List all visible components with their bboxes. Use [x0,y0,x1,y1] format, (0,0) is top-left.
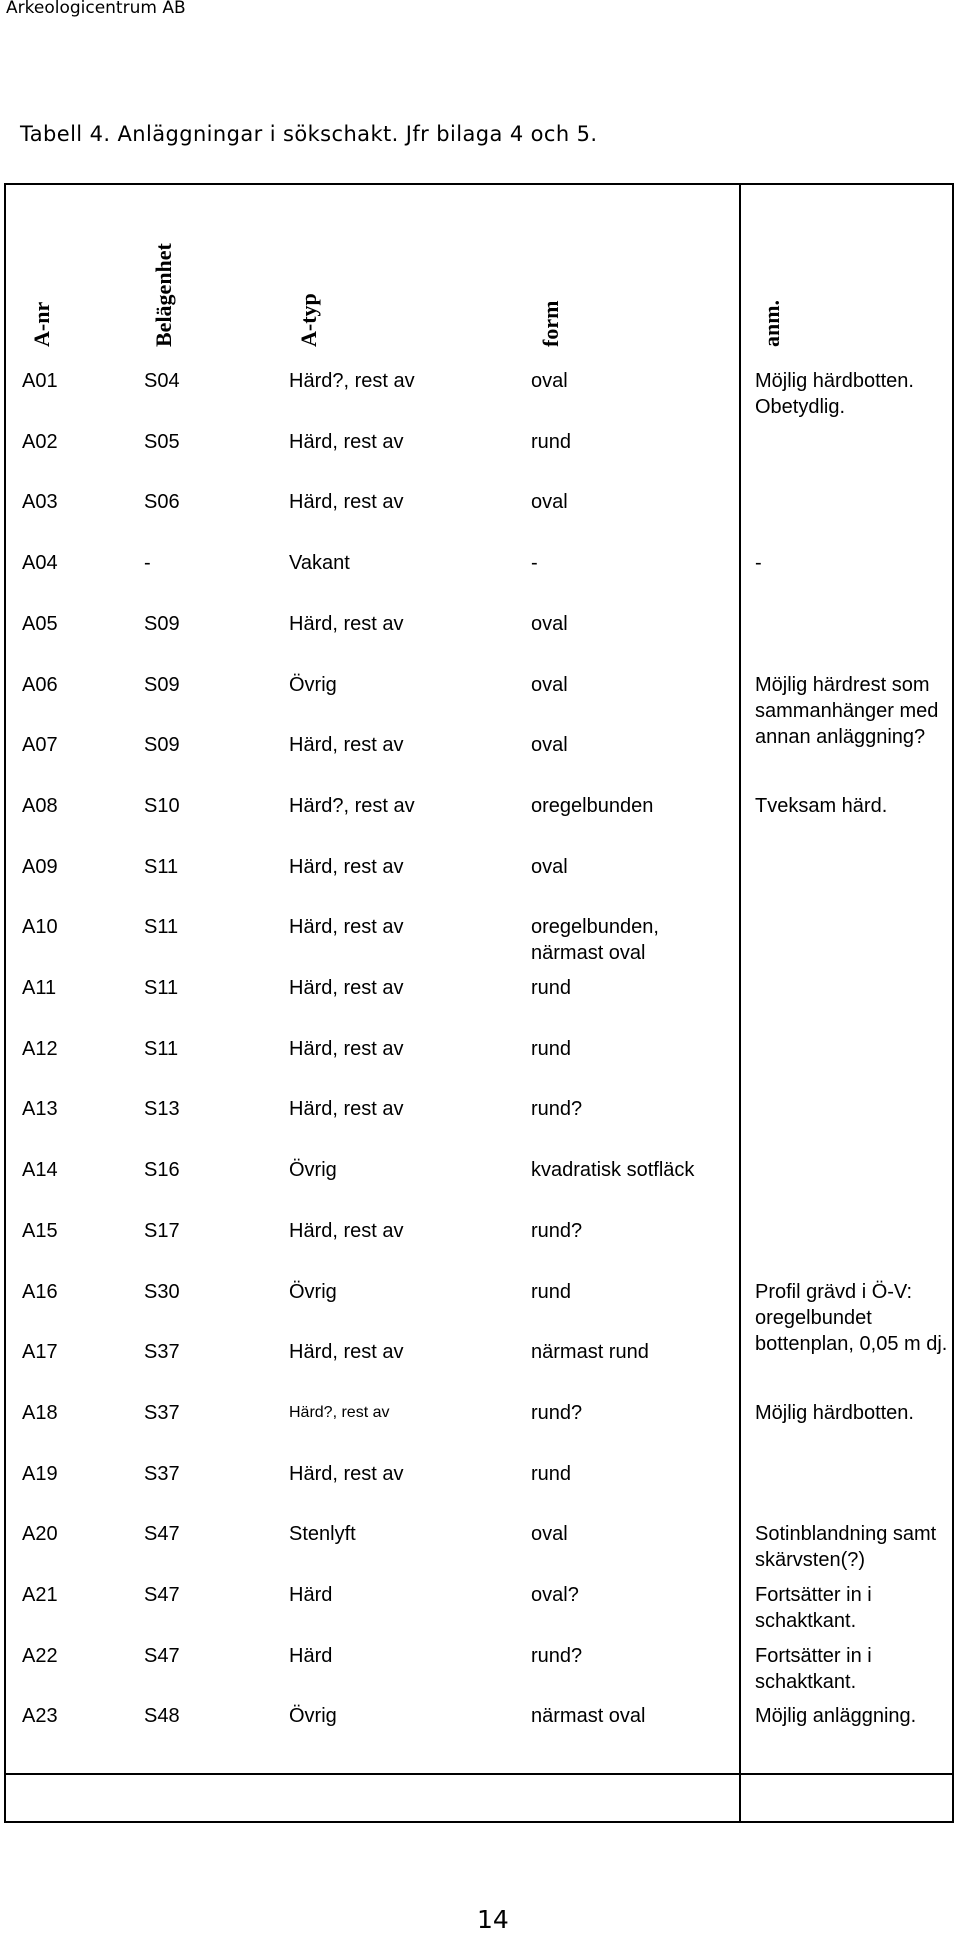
cell-form: oval [531,612,568,635]
header-form: form [538,300,563,347]
table-row [6,732,952,792]
cell-a-nr: A04 [22,552,58,575]
anlaggningar-table [4,183,954,1823]
table-row [6,1036,952,1096]
table-row [6,489,952,549]
cell-a-typ: Härd [289,1644,333,1667]
table-bottom-rule [4,1773,954,1775]
table-row [6,1461,952,1521]
cell-form: rund [531,1280,572,1303]
cell-form: oregelbunden [531,794,654,817]
cell-belagenhet: S17 [144,1219,180,1242]
cell-belagenhet: - [144,552,151,575]
cell-belagenhet: S47 [144,1584,180,1606]
cell-a-typ: Övrig [289,1705,337,1728]
cell-a-nr: A02 [22,430,58,453]
cell-belagenhet: S47 [144,1644,180,1667]
cell-form: oval [531,734,568,757]
cell-anm: Fortsätter in i schaktkant. [755,1644,872,1693]
cell-a-nr: A07 [22,734,58,757]
header-a-nr: A-nr [29,301,54,347]
cell-belagenhet: S16 [144,1159,180,1182]
table-row [6,1703,952,1763]
cell-anm: Sotinblandning samt skärvsten(?) [755,1523,937,1572]
cell-belagenhet: S11 [144,855,179,878]
cell-form: oval [531,855,568,878]
table-row [6,1582,952,1642]
cell-belagenhet: S10 [144,794,180,817]
cell-a-nr: A12 [22,1037,58,1060]
table-row [6,1521,952,1581]
cell-form: närmast rund [531,1341,649,1364]
table-row [6,854,952,914]
cell-belagenhet: S47 [144,1523,180,1546]
cell-a-nr: A09 [22,855,58,878]
table-row [6,368,952,428]
cell-anm: Fortsätter in i schaktkant. [755,1584,872,1632]
cell-a-nr: A01 [22,370,58,392]
cell-a-typ: Härd, rest av [289,734,404,757]
cell-belagenhet: S04 [144,370,180,392]
cell-anm: Tveksam härd. [755,794,888,817]
page-number: 14 [477,1905,509,1934]
table-row [6,1643,952,1703]
table-caption: Tabell 4. Anläggningar i sökschakt. Jfr bilaga 4 och 5. [20,122,598,146]
cell-form: kvadratisk sotfläck [531,1159,695,1182]
cell-a-nr: A05 [22,612,58,635]
cell-belagenhet: S09 [144,612,180,635]
table-row [6,1218,952,1278]
cell-belagenhet: S11 [144,916,179,939]
cell-a-typ: Härd?, rest av [289,1403,390,1421]
cell-form: rund? [531,1644,583,1667]
cell-belagenhet: S37 [144,1462,180,1485]
cell-a-typ: Härd, rest av [289,1219,404,1242]
cell-a-nr: A08 [22,794,58,817]
cell-a-nr: A13 [22,1098,58,1121]
cell-a-nr: A03 [22,491,58,514]
cell-anm: Möjlig anläggning. [755,1705,917,1728]
cell-a-typ: Övrig [289,1159,337,1182]
cell-anm: Möjlig härdbotten. Obetydlig. [755,370,914,418]
cell-a-typ: Övrig [289,1280,337,1303]
cell-form: - [531,552,538,575]
cell-a-typ: Härd, rest av [289,1341,404,1364]
cell-a-typ: Härd, rest av [289,916,404,939]
cell-form: rund? [531,1401,583,1424]
table-row [6,1157,952,1217]
cell-a-typ: Härd?, rest av [289,370,415,392]
cell-form: oregelbunden, närmast oval [531,916,659,965]
cell-a-typ: Härd, rest av [289,1098,404,1121]
cell-a-nr: A16 [22,1280,58,1303]
cell-a-nr: A22 [22,1644,58,1667]
cell-belagenhet: S09 [144,734,180,757]
table-row [6,975,952,1035]
cell-a-typ: Vakant [289,552,350,575]
header-a-typ: A-typ [296,293,321,347]
cell-form: rund? [531,1219,583,1242]
cell-belagenhet: S30 [144,1280,180,1303]
header-anm: anm. [759,299,784,347]
cell-anm: - [755,552,762,575]
cell-form: rund [531,977,572,999]
cell-a-nr: A18 [22,1401,58,1424]
cell-a-typ: Härd, rest av [289,977,404,999]
cell-belagenhet: S06 [144,491,180,514]
cell-belagenhet: S09 [144,673,180,696]
cell-anm: Möjlig härdrest som sammanhänger med annan anläggning? [755,673,939,748]
cell-form: oval? [531,1584,579,1606]
table-row [6,429,952,489]
table-row [6,914,952,974]
table-row [6,793,952,853]
cell-form: oval [531,370,568,392]
cell-a-typ: Härd, rest av [289,855,404,878]
cell-a-nr: A15 [22,1219,58,1242]
cell-a-typ: Härd, rest av [289,491,404,514]
cell-a-nr: A14 [22,1159,58,1182]
header-belagenhet: Belägenhet [151,243,176,347]
cell-belagenhet: S48 [144,1705,180,1728]
cell-a-typ: Härd?, rest av [289,794,415,817]
cell-a-typ: Härd, rest av [289,430,404,453]
cell-a-typ: Härd, rest av [289,612,404,635]
company-header: Arkeologicentrum AB [6,0,186,18]
cell-form: rund? [531,1098,583,1121]
cell-belagenhet: S05 [144,430,180,453]
cell-belagenhet: S13 [144,1098,180,1121]
cell-a-typ: Härd [289,1584,333,1606]
cell-a-nr: A19 [22,1462,58,1485]
cell-anm: Profil grävd i Ö-V: oregelbundet bottenplan, 0,05 m dj. [755,1280,948,1355]
table-row [6,550,952,610]
cell-a-nr: A17 [22,1341,58,1364]
cell-form: oval [531,1523,568,1546]
cell-a-nr: A11 [22,977,57,999]
table-row [6,611,952,671]
cell-a-nr: A23 [22,1705,58,1728]
cell-form: oval [531,491,568,514]
table-row [6,1339,952,1399]
cell-a-typ: Stenlyft [289,1523,356,1546]
cell-form: rund [531,430,572,453]
cell-belagenhet: S11 [144,977,179,999]
cell-form: närmast oval [531,1705,646,1728]
cell-belagenhet: S11 [144,1037,179,1060]
cell-a-nr: A21 [22,1584,58,1606]
table-row [6,1400,952,1460]
cell-belagenhet: S37 [144,1401,180,1424]
cell-form: rund [531,1462,572,1485]
cell-form: rund [531,1037,572,1060]
cell-a-nr: A10 [22,916,58,939]
cell-form: oval [531,673,568,696]
cell-a-nr: A06 [22,673,58,696]
cell-belagenhet: S37 [144,1341,180,1364]
cell-a-typ: Härd, rest av [289,1037,404,1060]
cell-anm: Möjlig härdbotten. [755,1401,914,1424]
cell-a-typ: Härd, rest av [289,1462,404,1485]
cell-a-nr: A20 [22,1523,58,1546]
cell-a-typ: Övrig [289,673,337,696]
table-row [6,1096,952,1156]
